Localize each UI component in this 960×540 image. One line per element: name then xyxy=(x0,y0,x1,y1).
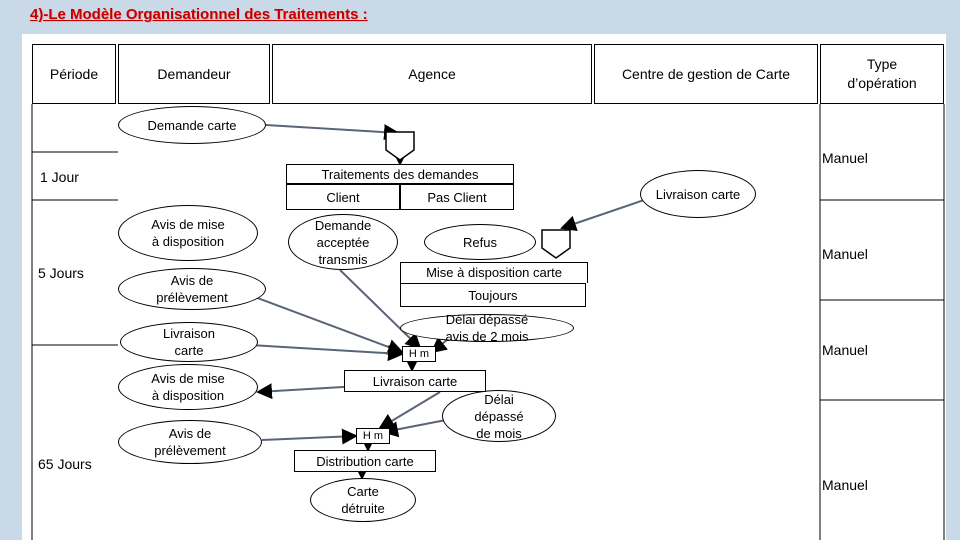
event-avis-mise-a-disposition-1: Avis de mise à disposition xyxy=(118,205,258,261)
header-centre: Centre de gestion de Carte xyxy=(594,44,818,104)
event-delai-depasse-2-mois: Délai dépassé avis de 2 mois xyxy=(400,314,574,342)
operation-type-3: Manuel xyxy=(822,342,868,358)
operation-distribution-carte: Distribution carte xyxy=(294,450,436,472)
event-demande-carte: Demande carte xyxy=(118,106,266,144)
operation-refus: Refus xyxy=(424,224,536,260)
event-delai-depasse-de-mois: Délai dépassé de mois xyxy=(442,390,556,442)
header-type-operation: Type d’opération xyxy=(820,44,944,104)
period-5-jours: 5 Jours xyxy=(38,265,84,281)
operation-traitements-demandes: Traitements des demandes xyxy=(286,164,514,184)
event-avis-mise-a-disposition-2: Avis de mise à disposition xyxy=(118,364,258,410)
event-livraison-carte-centre: Livraison carte xyxy=(640,170,756,218)
operation-livraison-carte: Livraison carte xyxy=(344,370,486,392)
period-65-jours: 65 Jours xyxy=(38,456,92,472)
operation-mise-a-disposition: Mise à disposition carte xyxy=(400,262,588,283)
operation-pas-client: Pas Client xyxy=(400,184,514,210)
operation-client: Client xyxy=(286,184,400,210)
sync-box-2 xyxy=(542,230,570,258)
operation-type-2: Manuel xyxy=(822,246,868,262)
sync-mark-1: H m xyxy=(402,346,436,362)
header-demandeur: Demandeur xyxy=(118,44,270,104)
event-avis-prelevement-1: Avis de prélèvement xyxy=(118,268,266,310)
operation-type-4: Manuel xyxy=(822,477,868,493)
header-periode: Période xyxy=(32,44,116,104)
event-livraison-carte-demandeur: Livraison carte xyxy=(120,322,258,362)
header-agence: Agence xyxy=(272,44,592,104)
sync-mark-2: H m xyxy=(356,428,390,444)
operation-demande-acceptee: Demande acceptée transmis xyxy=(288,214,398,270)
sync-box-1 xyxy=(386,132,414,160)
event-avis-prelevement-2: Avis de prélèvement xyxy=(118,420,262,464)
page-title: 4)-Le Modèle Organisationnel des Traitements : xyxy=(30,6,368,23)
event-carte-detruite: Carte détruite xyxy=(310,478,416,522)
operation-type-1: Manuel xyxy=(822,150,868,166)
period-1-jour: 1 Jour xyxy=(40,169,79,185)
operation-toujours: Toujours xyxy=(400,283,586,307)
